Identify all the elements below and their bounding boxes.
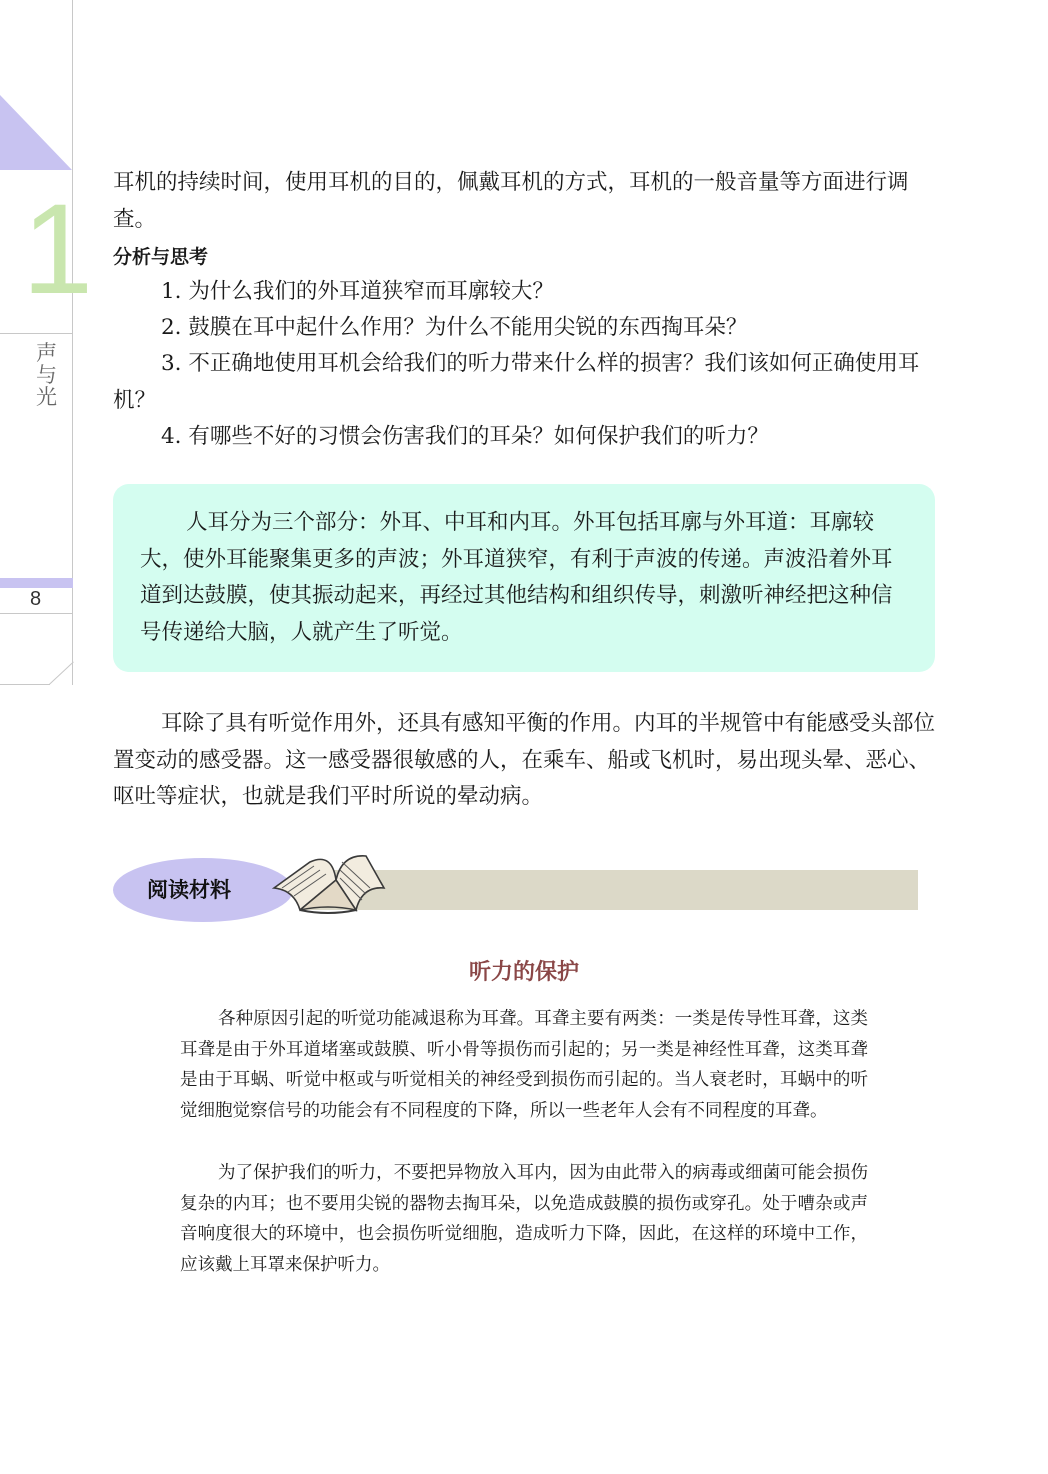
analysis-heading: 分析与思考: [113, 246, 209, 268]
question-2: 2. 鼓膜在耳中起什么作用？为什么不能用尖锐的东西掏耳朵？: [161, 315, 748, 340]
page-box-edge: [0, 684, 50, 685]
balance-paragraph: 耳除了具有听觉作用外，还具有感知平衡的作用。内耳的半规管中有能感受头部位置变动的感受器。这一感受器很敏感的人，在乘车、船或飞机时，易出现头晕、恶心、呕吐等症状，也就是我们平时所说的晕动病。: [113, 711, 936, 809]
reading-header-bar: [300, 870, 918, 910]
page-box-corner: [49, 661, 74, 684]
question-4: 4. 有哪些不好的习惯会伤害我们的耳朵？如何保护我们的听力？: [161, 424, 769, 449]
page-separator: [0, 613, 72, 614]
info-box-text: 人耳分为三个部分：外耳、中耳和内耳。外耳包括耳廓与外耳道：耳廓较大，使外耳能聚集更多的声波；外耳道狭窄，有利于声波的传递。声波沿着外耳道到达鼓膜，使其振动起来，再经过其他结构和组织传导，刺激听神经把这种信号传递给大脑，人就产生了听觉。: [140, 510, 893, 645]
question-3: 3. 不正确地使用耳机会给我们的听力带来什么样的损害？我们该如何正确使用耳机？: [113, 351, 920, 413]
reading-paragraph-1: 各种原因引起的听觉功能减退称为耳聋。耳聋主要有两类：一类是传导性耳聋，这类耳聋是由于外耳道堵塞或鼓膜、听小骨等损伤而引起的；另一类是神经性耳聋，这类耳聋是由于耳蜗、听觉中枢或与听觉相关的神经受到损伤而引起的。当人衰老时，耳蜗中的听觉细胞觉察信号的功能会有不同程度的下降，所以一些老年人会有不同程度的耳聋。: [180, 1009, 868, 1121]
reading-paragraph-2: 为了保护我们的听力，不要把异物放入耳内，因为由此带入的病毒或细菌可能会损伤复杂的内耳；也不要用尖锐的器物去掏耳朵，以免造成鼓膜的损伤或穿孔。处于嘈杂或声音响度很大的环境中，也会损伤听觉细胞，造成听力下降，因此，在这样的环境中工作，应该戴上耳罩来保护听力。: [180, 1163, 868, 1275]
page-number: 8: [30, 588, 42, 610]
page-number-bar: [0, 578, 73, 588]
question-1: 1. 为什么我们的外耳道狭窄而耳廓较大？: [161, 279, 554, 304]
chapter-title: 声与光: [36, 341, 57, 409]
reading-title: 听力的保护: [468, 960, 579, 985]
chapter-separator: [0, 333, 72, 334]
intro-paragraph: 耳机的持续时间，使用耳机的目的，佩戴耳机的方式，耳机的一般音量等方面进行调查。: [113, 170, 909, 232]
corner-decoration: [0, 95, 72, 170]
open-book-icon: [270, 848, 388, 918]
reading-label: 阅读材料: [147, 878, 231, 902]
chapter-number: 1: [22, 178, 94, 321]
